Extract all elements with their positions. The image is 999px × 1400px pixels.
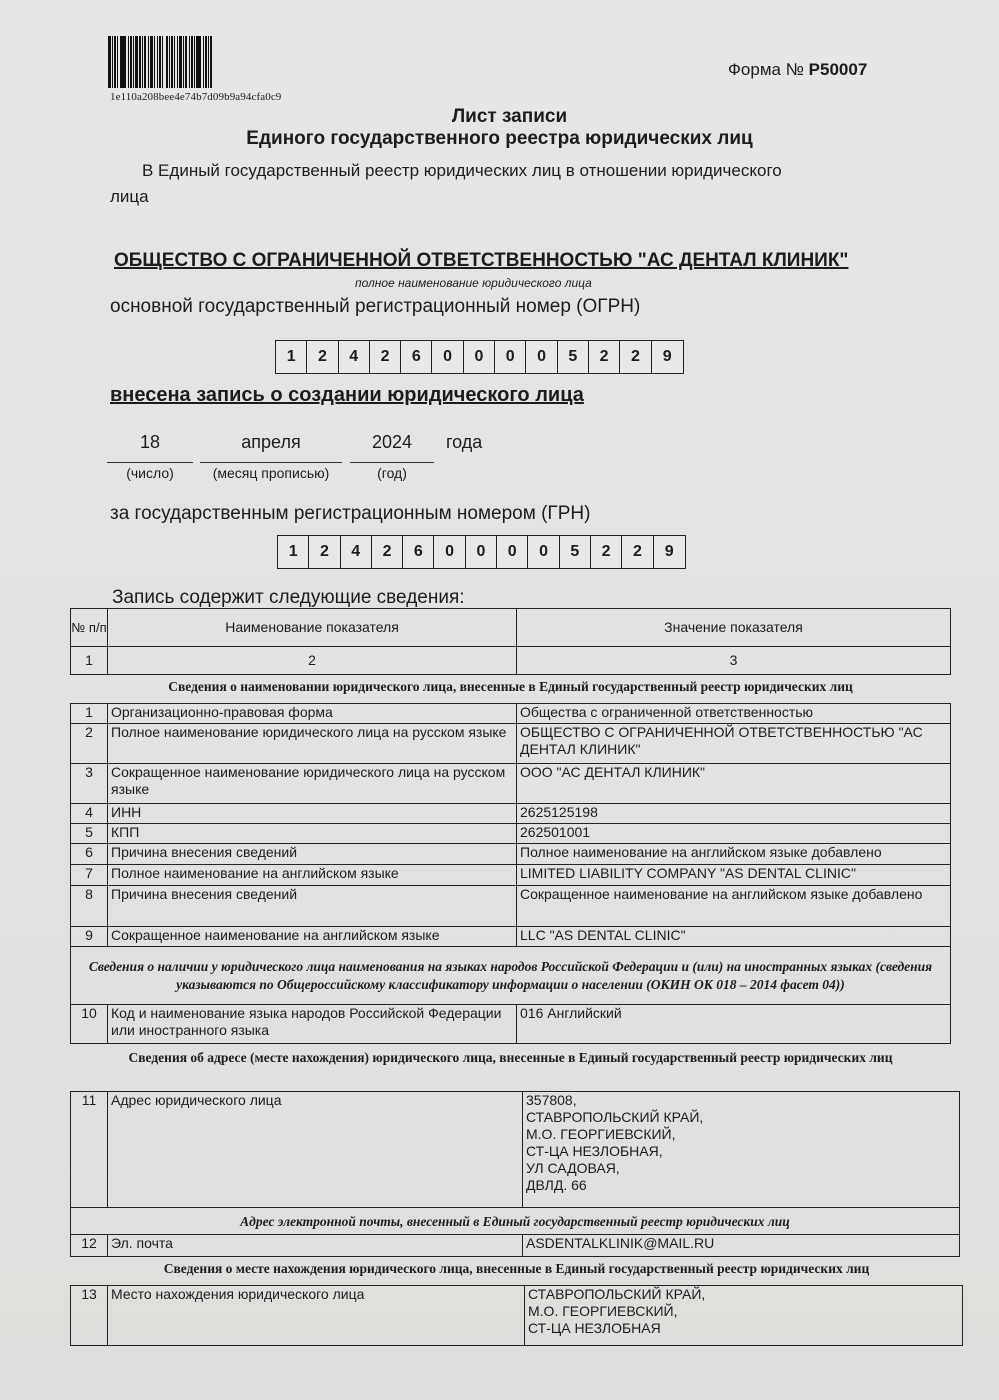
date-year-line xyxy=(350,461,434,463)
ogrn-digit: 6 xyxy=(401,341,432,373)
row-num: 4 xyxy=(71,804,108,824)
section-heading: Сведения о месте нахождения юридического лица, внесенные в Единый государственный реестр юридических лиц xyxy=(163,1261,870,1276)
location-line: СТ-ЦА НЕЗЛОБНАЯ xyxy=(528,1320,661,1336)
ogrn-digit: 0 xyxy=(464,341,495,373)
table-section-names xyxy=(70,703,951,1044)
address-line: 357808, xyxy=(526,1092,577,1108)
grn-digit: 1 xyxy=(278,536,309,568)
grn-digit: 0 xyxy=(434,536,465,568)
row-num: 10 xyxy=(71,1005,108,1044)
row-num: 5 xyxy=(71,824,108,844)
grn-digit: 9 xyxy=(664,543,674,560)
grn-digit: 4 xyxy=(341,536,372,568)
header-name: Наименование показателя xyxy=(108,609,517,647)
row-value: ООО "АС ДЕНТАЛ КЛИНИК" xyxy=(517,764,951,804)
table-section-address xyxy=(70,1091,960,1257)
barcode-bar xyxy=(210,36,212,88)
grn-digit: 2 xyxy=(309,536,340,568)
grn-digit: 2 xyxy=(372,536,403,568)
table-row xyxy=(71,704,951,724)
page-title: Лист записи xyxy=(451,106,568,127)
ogrn-digit: 0 xyxy=(526,341,557,373)
row-value: LIMITED LIABILITY COMPANY "AS DENTAL CLINIC" xyxy=(517,865,951,886)
intro-text-cont: лица xyxy=(110,187,149,206)
grn-label: за государственным регистрационным номером (ГРН) xyxy=(110,503,591,524)
ogrn-digit: 9 xyxy=(662,348,672,365)
row-num: 6 xyxy=(71,844,108,865)
grn-digit: 2 xyxy=(622,536,653,568)
date-month-line xyxy=(200,461,342,463)
row-name: Адрес юридического лица xyxy=(108,1092,523,1208)
table-row xyxy=(71,824,951,844)
row-value: Полное наименование на английском языке добавлено xyxy=(517,844,951,865)
table-intro: Запись содержит следующие сведения: xyxy=(112,587,465,608)
row-name: Полное наименование на английском языке xyxy=(108,865,517,886)
form-prefix: Форма № xyxy=(728,60,809,79)
form-number xyxy=(728,60,867,80)
table-row xyxy=(71,804,951,824)
address-line: М.О. ГЕОРГИЕВСКИЙ, xyxy=(526,1126,676,1142)
row-name: Полное наименование юридического лица на русском языке xyxy=(108,724,517,764)
date-year: 2024 xyxy=(371,432,413,452)
row-num: 2 xyxy=(71,724,108,764)
ogrn-digit: 2 xyxy=(620,341,651,373)
ogrn-digit: 0 xyxy=(432,341,463,373)
barcode-id: 1e110a208bee4e74b7d09b9a94cfa0c9 xyxy=(110,91,282,103)
row-value: 262501001 xyxy=(517,824,951,844)
row-name: Место нахождения юридического лица xyxy=(108,1286,525,1346)
entity-name-caption: полное наименование юридического лица xyxy=(355,276,592,290)
header-value: Значение показателя xyxy=(517,609,951,647)
intro-text: В Единый государственный реестр юридических лиц в отношении юридического xyxy=(142,161,782,180)
address-line: УЛ САДОВАЯ, xyxy=(526,1160,620,1176)
row-name: Сокращенное наименование на английском языке xyxy=(108,927,517,947)
row-name: Причина внесения сведений xyxy=(108,886,517,927)
header-name-index: 2 xyxy=(108,647,517,675)
table-row xyxy=(71,764,951,804)
row-name: Организационно-правовая форма xyxy=(108,704,517,724)
table-row xyxy=(71,724,951,764)
date-month-caption: (месяц прописью) xyxy=(212,465,330,481)
row-value: 016 Английский xyxy=(517,1005,951,1044)
row-value: Сокращенное наименование на английском языке добавлено xyxy=(517,886,951,927)
ogrn-digit: 5 xyxy=(558,341,589,373)
form-code: Р50007 xyxy=(808,60,868,79)
row-num: 7 xyxy=(71,865,108,886)
ogrn-digit: 2 xyxy=(589,341,620,373)
table-row xyxy=(71,844,951,865)
row-num: 1 xyxy=(71,704,108,724)
grn-digit: 2 xyxy=(591,536,622,568)
row-name: Причина внесения сведений xyxy=(108,844,517,865)
row-value: Общества с ограниченной ответственностью xyxy=(517,704,951,724)
section-heading: Адрес электронной почты, внесенный в Единый государственный реестр юридических лиц xyxy=(71,1208,960,1235)
row-name: КПП xyxy=(108,824,517,844)
table-header xyxy=(70,608,951,675)
address-line: СТАВРОПОЛЬСКИЙ КРАЙ, xyxy=(526,1109,704,1125)
row-value xyxy=(525,1286,963,1346)
table-section-location xyxy=(70,1285,963,1346)
date-month: апреля xyxy=(241,432,301,452)
row-value: 2625125198 xyxy=(517,804,951,824)
row-name: Сокращенное наименование юридического лица на русском языке xyxy=(108,764,517,804)
row-num: 9 xyxy=(71,927,108,947)
header-num-index: 1 xyxy=(71,647,108,675)
barcode xyxy=(108,36,278,88)
row-value: LLC "AS DENTAL CLINIC" xyxy=(517,927,951,947)
ogrn-digit: 0 xyxy=(495,341,526,373)
entity-full-name: ОБЩЕСТВО С ОГРАНИЧЕННОЙ ОТВЕТСТВЕННОСТЬЮ "АС ДЕНТАЛ КЛИНИК" xyxy=(114,250,849,271)
date-day-caption: (число) xyxy=(126,465,174,481)
ogrn-label: основной государственный регистрационный номер (ОГРН) xyxy=(110,296,641,317)
section-heading: Сведения о наличии у юридического лица наименования на языках народов Российской Федерации и (или) на иностранных языках (сведения указываются по Общероссийскому классификатору информации о населении (ОКИН ОК 018 – 2014 фасет 04)) xyxy=(71,947,951,1005)
address-line: ДВЛД. 66 xyxy=(526,1177,587,1193)
row-value: ОБЩЕСТВО С ОГРАНИЧЕННОЙ ОТВЕТСТВЕННОСТЬЮ "АС ДЕНТАЛ КЛИНИК" xyxy=(517,724,951,764)
ogrn-digit: 1 xyxy=(276,341,307,373)
table-row xyxy=(71,927,951,947)
address-line: СТ-ЦА НЕЗЛОБНАЯ, xyxy=(526,1143,663,1159)
date-year-caption: (год) xyxy=(377,465,407,481)
table-row xyxy=(71,1092,960,1208)
grn-digit: 6 xyxy=(403,536,434,568)
row-num: 8 xyxy=(71,886,108,927)
row-num: 11 xyxy=(71,1092,108,1208)
table-row xyxy=(71,1005,951,1044)
header-value-index: 3 xyxy=(517,647,951,675)
grn-digit: 5 xyxy=(560,536,591,568)
date-day-line xyxy=(107,461,193,463)
table-row xyxy=(71,1235,960,1257)
grn-digit: 0 xyxy=(466,536,497,568)
table-row xyxy=(71,865,951,886)
section-heading: Сведения об адресе (месте нахождения) юридического лица, внесенные в Единый государственный реестр юридических лиц xyxy=(128,1050,893,1065)
grn-digit: 0 xyxy=(497,536,528,568)
table-row xyxy=(71,886,951,927)
row-value xyxy=(523,1092,960,1208)
row-num: 3 xyxy=(71,764,108,804)
header-num: № п/п xyxy=(71,609,108,647)
grn-digit: 0 xyxy=(528,536,559,568)
row-name: Код и наименование языка народов Российской Федерации или иностранного языка xyxy=(108,1005,517,1044)
ogrn-digit: 4 xyxy=(339,341,370,373)
row-num: 12 xyxy=(71,1235,108,1257)
location-line: СТАВРОПОЛЬСКИЙ КРАЙ, xyxy=(528,1286,706,1302)
entry-statement: внесена запись о создании юридического лица xyxy=(110,384,584,406)
ogrn-digit: 2 xyxy=(370,341,401,373)
date-suffix: года xyxy=(446,432,483,452)
page-subtitle: Единого государственного реестра юридических лиц xyxy=(246,128,753,149)
row-value-email: ASDENTALKLINIK@MAIL.RU xyxy=(523,1235,960,1257)
section-heading: Сведения о наименовании юридического лица, внесенные в Единый государственный реестр юридических лиц xyxy=(168,679,853,694)
grn-digits xyxy=(277,535,686,569)
ogrn-digits xyxy=(275,340,684,374)
date-day: 18 xyxy=(139,432,161,452)
ogrn-digit: 2 xyxy=(307,341,338,373)
table-row xyxy=(71,1286,963,1346)
row-num: 13 xyxy=(71,1286,108,1346)
location-line: М.О. ГЕОРГИЕВСКИЙ, xyxy=(528,1303,678,1319)
row-name: ИНН xyxy=(108,804,517,824)
row-name: Эл. почта xyxy=(108,1235,523,1257)
